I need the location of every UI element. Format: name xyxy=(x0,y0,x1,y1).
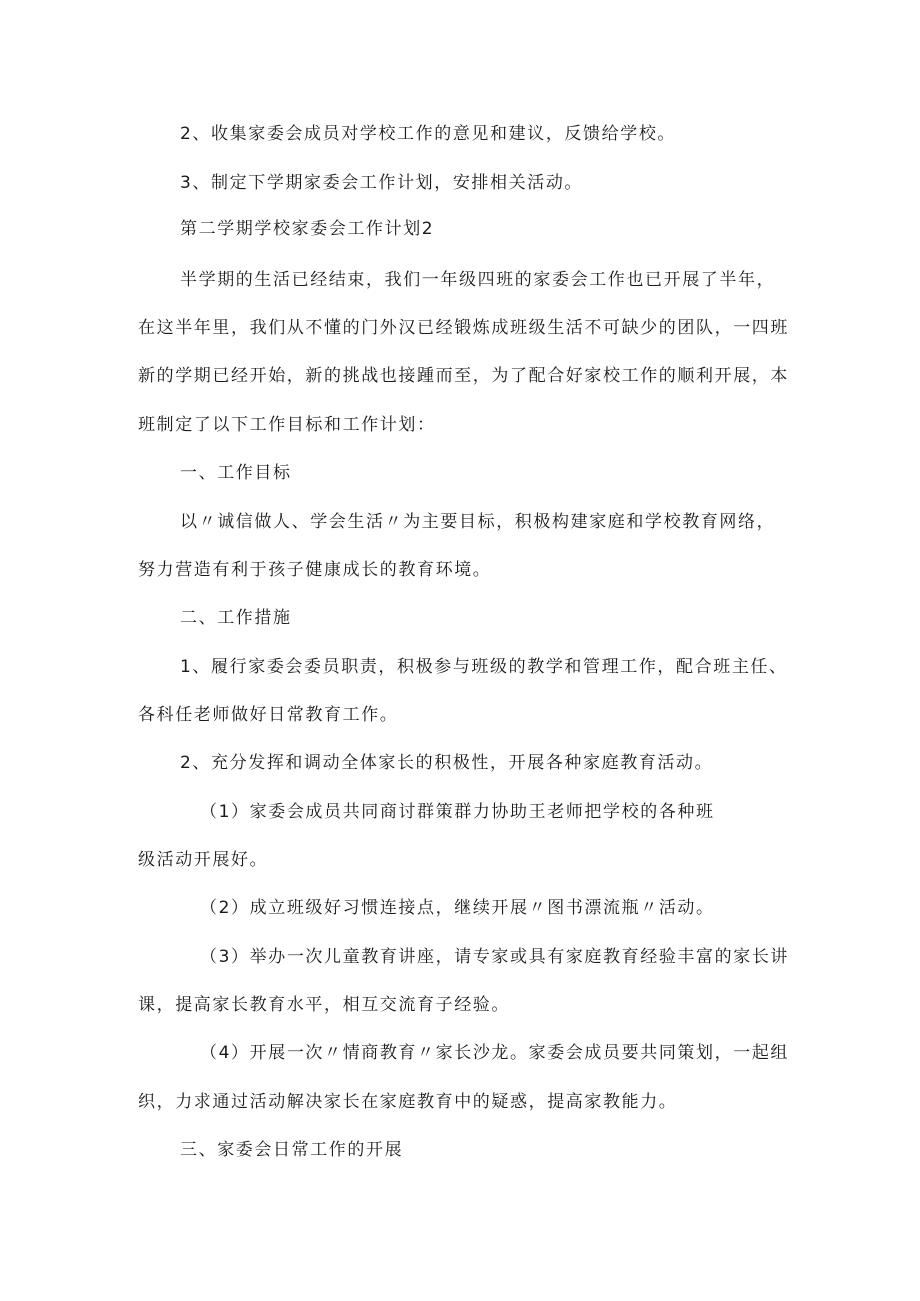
text-line: 织，力求通过活动解决家长在家庭教育中的疑惑，提高家教能力。 xyxy=(138,1092,678,1112)
text-line: 以〃诚信做人、学会生活〃为主要目标，积极构建家庭和学校教育网络， xyxy=(180,512,776,532)
text-line: 级活动开展好。 xyxy=(138,850,269,870)
text-line: 2、充分发挥和调动全体家长的积极性，开展各种家庭教育活动。 xyxy=(180,753,714,773)
text-line: 课，提高家长教育水平，相互交流育子经验。 xyxy=(138,995,510,1015)
heading: 一、工作目标 xyxy=(180,463,292,483)
text-line: （4）开展一次〃情商教育〃家长沙龙。家委会成员要共同策划，一起组 xyxy=(200,1043,790,1063)
text-line: 1、履行家委会委员职责，积极参与班级的教学和管理工作，配合班主任、 xyxy=(180,657,788,677)
text-line: （1）家委会成员共同商讨群策群力协助王老师把学校的各种班 xyxy=(200,802,715,822)
section-title: 第二学期学校家委会工作计划2 xyxy=(180,219,435,239)
heading: 三、家委会日常工作的开展 xyxy=(180,1140,404,1160)
text-line: （3）举办一次儿童教育讲座，请专家或具有家庭教育经验丰富的家长讲 xyxy=(200,947,790,967)
text-line: 努力营造有利于孩子健康成长的教育环境。 xyxy=(138,560,492,580)
text-line: 新的学期已经开始，新的挑战也接踵而至，为了配合好家校工作的顺利开展，本 xyxy=(138,366,789,386)
text-line: 各科任老师做好日常教育工作。 xyxy=(138,705,399,725)
text-line: 班制定了以下工作目标和工作计划： xyxy=(138,415,436,435)
heading: 二、工作措施 xyxy=(180,608,292,628)
text-line: 在这半年里，我们从不懂的门外汉已经锻炼成班级生活不可缺少的团队，一四班 xyxy=(138,318,789,338)
text-line: （2）成立班级好习惯连接点，继续开展〃图书漂流瓶〃活动。 xyxy=(200,898,715,918)
text-line: 半学期的生活已经结束，我们一年级四班的家委会工作也已开展了半年， xyxy=(180,270,776,290)
text-line: 3、制定下学期家委会工作计划，安排相关活动。 xyxy=(180,173,584,193)
text-line: 2、收集家委会成员对学校工作的意见和建议，反馈给学校。 xyxy=(180,124,677,144)
